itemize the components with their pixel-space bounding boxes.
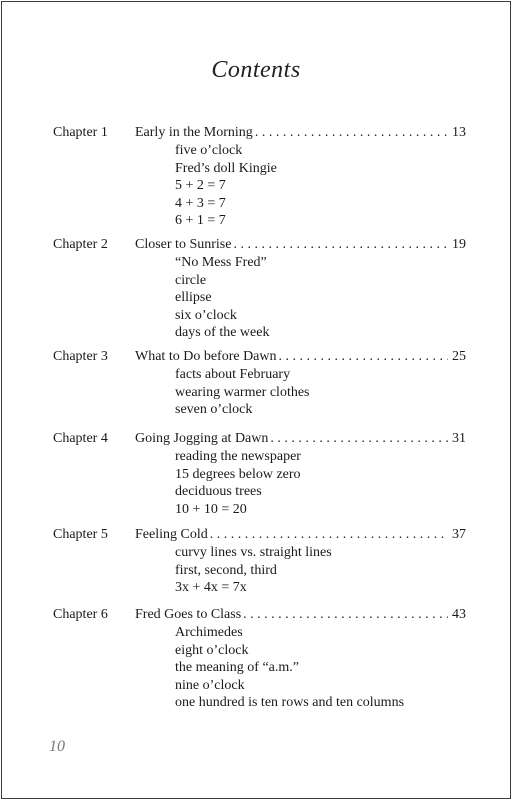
chapter-entry — [2, 348, 510, 419]
chapter-title-line — [135, 526, 466, 544]
chapter-topic: facts about February — [175, 367, 291, 382]
dot-leader — [268, 430, 448, 448]
book-page — [1, 1, 511, 799]
chapter-label: Chapter 4 — [53, 431, 108, 446]
chapter-label: Chapter 3 — [53, 349, 108, 364]
chapter-label: Chapter 6 — [53, 607, 108, 622]
chapter-page-number: 19 — [452, 237, 466, 252]
chapter-heading-row — [2, 606, 510, 624]
chapter-heading-row — [2, 526, 510, 544]
chapter-entry — [2, 236, 510, 342]
chapter-topic: 3x + 4x = 7x — [175, 580, 247, 595]
chapter-page-number: 37 — [452, 527, 466, 542]
chapter-title-line — [135, 348, 466, 366]
chapter-topic: nine o’clock — [175, 677, 245, 693]
chapter-topic: reading the newspaper — [175, 449, 301, 464]
chapter-label: Chapter 2 — [53, 237, 108, 252]
chapter-topic: 10 + 10 = 20 — [175, 501, 247, 517]
chapter-topic: the meaning of “a.m.” — [175, 660, 300, 675]
chapter-label: Chapter 1 — [53, 125, 108, 140]
chapter-title: Early in the Morning — [135, 125, 253, 140]
chapter-topic: “No Mess Fred” — [175, 255, 267, 270]
chapter-title: Closer to Sunrise — [135, 237, 232, 252]
chapter-entry — [2, 430, 510, 518]
chapter-topic: one hundred is ten rows and ten columns — [175, 695, 405, 710]
chapter-topic: Fred’s doll Kingie — [175, 160, 277, 176]
chapter-title: Feeling Cold — [135, 527, 208, 542]
chapter-heading-row — [2, 348, 510, 366]
page-number: 10 — [49, 738, 65, 755]
dot-leader — [241, 606, 448, 624]
chapter-page-number: 43 — [452, 607, 466, 622]
chapter-topic: 6 + 1 = 7 — [175, 213, 226, 228]
chapter-entry — [2, 526, 510, 597]
chapter-entry — [2, 124, 510, 230]
chapter-topic: ellipse — [175, 290, 212, 305]
chapter-title: Going Jogging at Dawn — [135, 431, 269, 446]
dot-leader — [231, 236, 448, 254]
chapter-topic: days of the week — [175, 325, 270, 340]
chapter-topic: deciduous trees — [175, 484, 262, 499]
chapter-topic: 15 degrees below zero — [175, 466, 301, 482]
chapter-topic: six o’clock — [175, 307, 237, 323]
chapter-title-line — [135, 430, 466, 448]
chapter-topic: wearing warmer clothes — [175, 384, 310, 400]
chapter-title-line — [135, 236, 466, 254]
chapter-title: What to Do before Dawn — [135, 349, 277, 364]
chapter-page-number: 31 — [452, 431, 466, 446]
chapter-topic: five o’clock — [175, 143, 243, 158]
dot-leader — [277, 348, 448, 366]
chapter-topic: 5 + 2 = 7 — [175, 178, 226, 193]
chapter-label: Chapter 5 — [53, 527, 108, 542]
chapter-topic: seven o’clock — [175, 402, 253, 417]
chapter-heading-row — [2, 236, 510, 254]
chapter-page-number: 25 — [452, 349, 466, 364]
page-title: Contents — [211, 57, 301, 83]
chapter-heading-row — [2, 430, 510, 448]
chapter-page-number: 13 — [452, 125, 466, 140]
chapter-title-line — [135, 606, 466, 624]
chapter-topic: 4 + 3 = 7 — [175, 195, 226, 211]
chapter-topic: Archimedes — [175, 625, 243, 640]
chapter-heading-row — [2, 124, 510, 142]
chapter-entry — [2, 606, 510, 712]
chapter-title-line — [135, 124, 466, 142]
chapter-topic: curvy lines vs. straight lines — [175, 545, 332, 560]
chapter-topic: eight o’clock — [175, 642, 249, 658]
chapter-title: Fred Goes to Class — [135, 607, 242, 622]
chapter-topic: first, second, third — [175, 562, 277, 578]
chapter-topic: circle — [175, 272, 207, 288]
dot-leader — [253, 124, 448, 142]
dot-leader — [208, 526, 448, 544]
